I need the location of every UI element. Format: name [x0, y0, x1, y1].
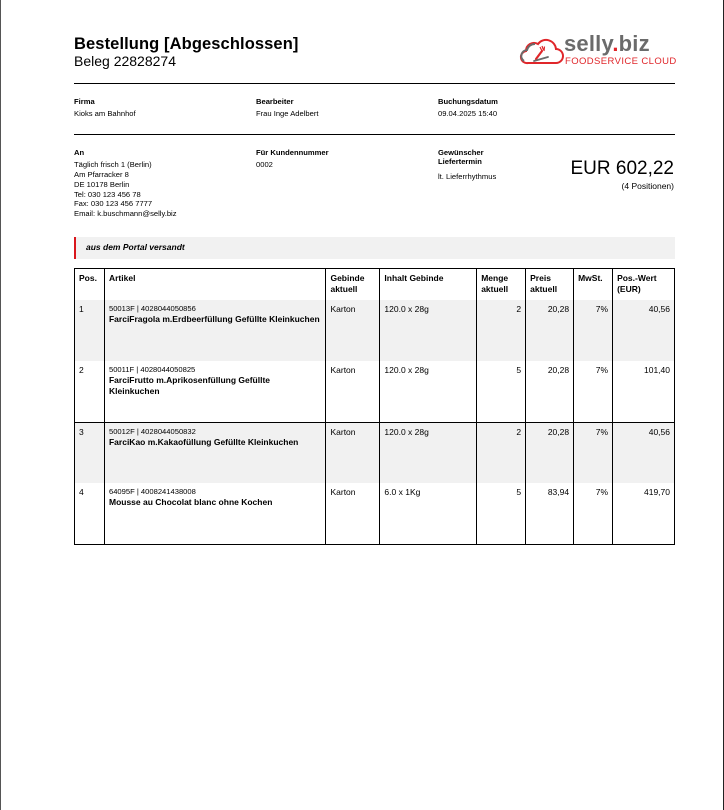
liefertermin-label-2: Liefertermin	[438, 157, 482, 166]
article-code: 64095F | 4008241438008	[108, 487, 196, 496]
cell-gebinde: Karton	[326, 361, 380, 422]
article-name: Mousse au Chocolat blanc ohne Kochen	[108, 497, 273, 507]
recipient-label: An	[74, 148, 85, 157]
article-code: 50011F | 4028044050825	[108, 365, 196, 374]
table-header-row	[75, 269, 675, 301]
table-row	[75, 300, 675, 361]
table-row	[75, 361, 675, 422]
kundennummer-label: Für Kundennummer	[256, 148, 329, 157]
cell-gebinde: Karton	[326, 483, 380, 544]
selly-logo	[518, 33, 678, 73]
cell-pos: 1	[75, 300, 105, 361]
cell-wert: 419,70	[613, 483, 675, 544]
cell-artikel	[104, 483, 325, 544]
note-accent-bar	[74, 237, 76, 259]
bearbeiter-value: Frau Inge Adelbert	[256, 109, 319, 118]
firma-label: Firma	[74, 97, 95, 106]
total-positions: (4 Positionen)	[621, 181, 674, 191]
logo-wordmark: selly.biz	[564, 31, 650, 56]
article-code: 50013F | 4028044050856	[108, 304, 196, 313]
document-number: Beleg 22828274	[74, 53, 176, 69]
article-name: FarciFragola m.Erdbeerfüllung Gefüllte Kleinkuchen	[108, 314, 320, 324]
cell-mwst: 7%	[574, 361, 613, 422]
cell-wert: 40,56	[613, 422, 675, 483]
cell-inhalt: 120.0 x 28g	[380, 300, 477, 361]
cell-menge: 5	[477, 361, 526, 422]
order-items-table	[74, 268, 675, 545]
cell-pos: 3	[75, 422, 105, 483]
cell-preis: 83,94	[526, 483, 574, 544]
recipient-fax: Fax: 030 123 456 7777	[74, 199, 153, 208]
article-code: 50012F | 4028044050832	[108, 426, 196, 436]
col-inhalt: Inhalt Gebinde	[380, 269, 477, 301]
recipient-phone: Tel: 030 123 456 78	[74, 190, 141, 199]
divider-middle	[74, 134, 675, 135]
logo-tagline: FOODSERVICE CLOUD	[565, 56, 677, 67]
col-menge: Menge aktuell	[477, 269, 526, 301]
col-gebinde: Gebinde aktuell	[326, 269, 380, 301]
cell-preis: 20,28	[526, 361, 574, 422]
cell-artikel	[104, 361, 325, 422]
cell-menge: 2	[477, 300, 526, 361]
cell-mwst: 7%	[574, 300, 613, 361]
col-wert: Pos.-Wert (EUR)	[613, 269, 675, 301]
buchungsdatum-label: Buchungsdatum	[438, 97, 498, 106]
cloud-fork-icon	[518, 37, 564, 67]
recipient-email: Email: k.buschmann@selly.biz	[74, 209, 177, 218]
cell-pos: 2	[75, 361, 105, 422]
portal-note	[74, 237, 675, 259]
liefertermin-label-1: Gewünscher	[438, 148, 484, 157]
cell-inhalt: 6.0 x 1Kg	[380, 483, 477, 544]
total-amount: EUR 602,22	[570, 158, 674, 179]
col-pos: Pos.	[75, 269, 105, 301]
cell-inhalt: 120.0 x 28g	[380, 422, 477, 483]
cell-inhalt: 120.0 x 28g	[380, 361, 477, 422]
table-row	[75, 422, 675, 483]
bearbeiter-label: Bearbeiter	[256, 97, 294, 106]
cell-wert: 101,40	[613, 361, 675, 422]
table-row	[75, 483, 675, 544]
cell-mwst: 7%	[574, 422, 613, 483]
firma-value: Kioks am Bahnhof	[74, 109, 136, 118]
cell-menge: 5	[477, 483, 526, 544]
cell-wert: 40,56	[613, 300, 675, 361]
recipient-line: DE 10178 Berlin	[74, 180, 130, 189]
recipient-line: Täglich frisch 1 (Berlin)	[74, 160, 152, 169]
recipient-line: Am Pfarracker 8	[74, 170, 129, 179]
cell-artikel	[104, 300, 325, 361]
article-name: FarciKao m.Kakaofüllung Gefüllte Kleinkuchen	[108, 436, 299, 447]
kundennummer-value: 0002	[256, 160, 273, 169]
cell-gebinde: Karton	[326, 422, 380, 483]
note-text: aus dem Portal versandt	[86, 242, 185, 252]
col-mwst: MwSt.	[574, 269, 613, 301]
article-name: FarciFrutto m.Aprikosenfüllung Gefüllte Kleinkuchen	[108, 375, 271, 396]
cell-mwst: 7%	[574, 483, 613, 544]
col-preis: Preis aktuell	[526, 269, 574, 301]
cell-preis: 20,28	[526, 300, 574, 361]
cell-pos: 4	[75, 483, 105, 544]
page-edge-left	[0, 0, 1, 810]
cell-artikel	[104, 422, 325, 483]
cell-gebinde: Karton	[326, 300, 380, 361]
liefertermin-value: lt. Lieferrhythmus	[438, 172, 497, 181]
cell-preis: 20,28	[526, 422, 574, 483]
col-artikel: Artikel	[104, 269, 325, 301]
buchungsdatum-value: 09.04.2025 15:40	[438, 109, 498, 118]
document-title: Bestellung [Abgeschlossen]	[74, 35, 299, 53]
cell-menge: 2	[477, 422, 526, 483]
divider-top	[74, 83, 675, 84]
